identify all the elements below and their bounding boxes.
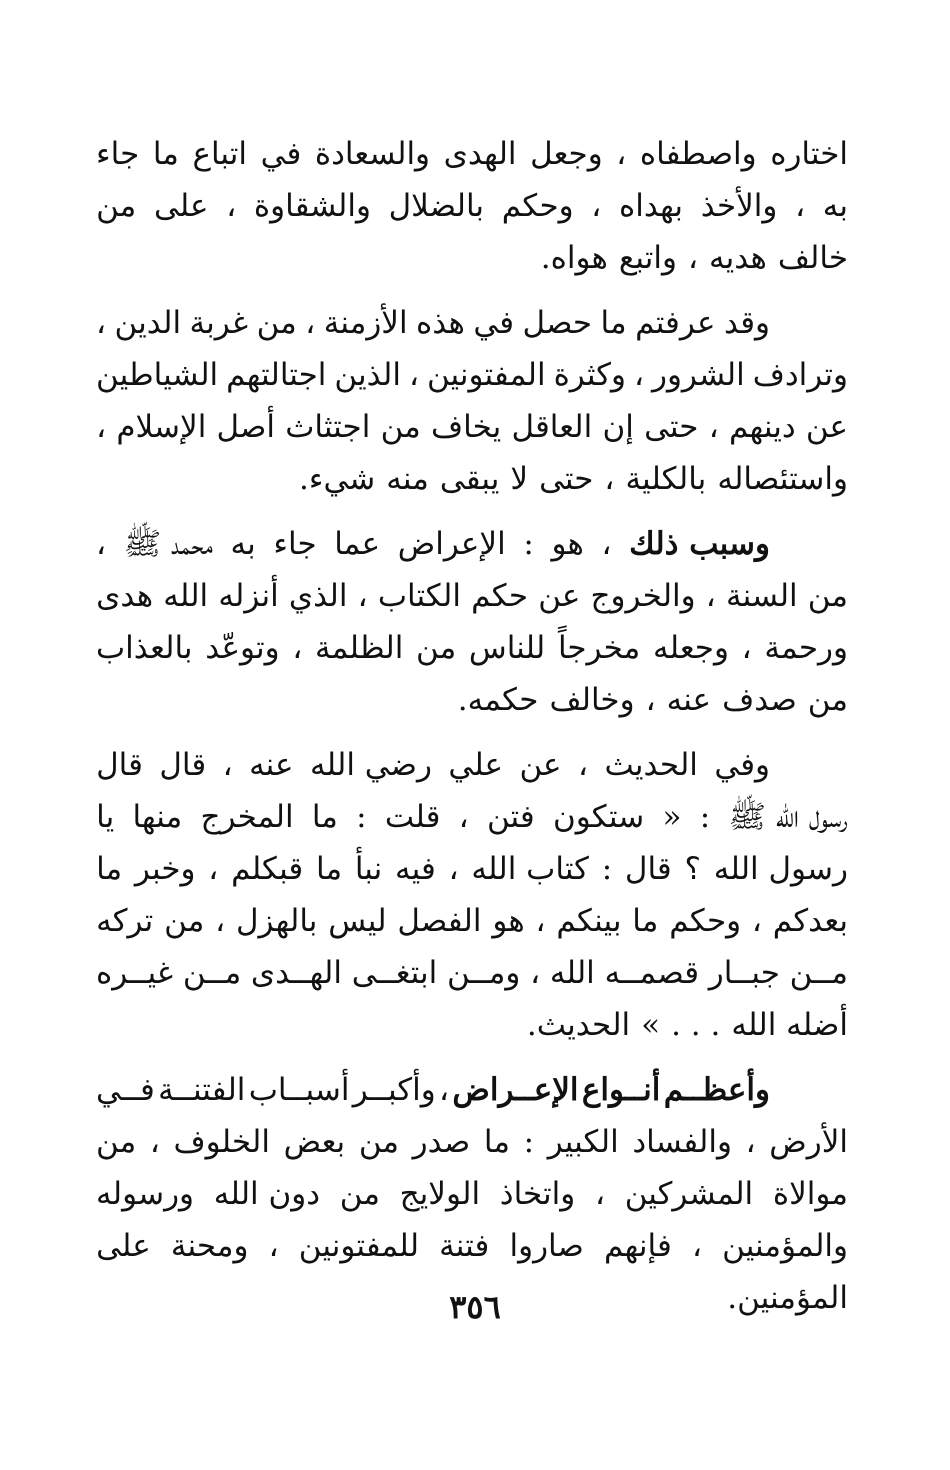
word: رضي الله: [310, 747, 432, 783]
word: هواه.: [540, 240, 608, 276]
word: :: [601, 851, 613, 887]
word: فــي: [96, 1072, 155, 1108]
word: وأعظــم: [663, 1072, 770, 1108]
word: ،: [458, 799, 469, 835]
word: عنه: [666, 682, 712, 718]
word: به: [230, 526, 256, 562]
word: الكتاب: [377, 578, 461, 614]
word: واتبع: [618, 240, 677, 276]
word: للناس: [468, 630, 546, 666]
word: العاقل: [511, 409, 593, 445]
word: صدف: [722, 682, 797, 718]
text-line: [96, 570, 848, 622]
word: اجتثاث: [285, 409, 371, 445]
text-line: [96, 1116, 848, 1168]
word: مــن: [789, 955, 848, 991]
word: ستكون: [553, 799, 645, 835]
word: غربة: [189, 305, 249, 341]
word: ،: [208, 851, 219, 887]
word: السنة: [725, 578, 798, 614]
text-line: [96, 349, 848, 401]
paragraph: [96, 518, 848, 726]
word: به: [822, 188, 848, 224]
text-line: [96, 232, 848, 284]
word: ،: [708, 409, 719, 445]
word: الخلوف: [173, 1124, 270, 1160]
word: ،: [96, 526, 107, 562]
word: حتى: [644, 409, 699, 445]
word: بهداه: [618, 188, 684, 224]
word: قال: [96, 747, 143, 783]
word: نبأ: [354, 851, 383, 887]
word: المخرج: [200, 799, 294, 835]
word: حتى: [539, 461, 594, 497]
word: بالهزل: [235, 903, 318, 939]
word: الأزمنة: [323, 305, 408, 341]
word: موالاة: [772, 1176, 848, 1212]
word: يخاف: [431, 409, 502, 445]
word: هديه: [708, 240, 767, 276]
word: ومــن: [447, 955, 521, 991]
word: من: [358, 1124, 400, 1160]
word: غيــره: [96, 955, 174, 991]
word: ،: [408, 357, 419, 393]
word: الإسلام: [116, 409, 207, 445]
paragraph: [96, 297, 848, 505]
word: من: [807, 682, 848, 718]
word: الإعــراض: [452, 1072, 579, 1108]
word: بعدكم: [772, 903, 848, 939]
word: من: [807, 578, 848, 614]
word: عن: [519, 747, 562, 783]
page-body: [96, 128, 848, 1337]
text-line: [96, 297, 848, 349]
word: هو: [492, 903, 525, 939]
word: ،: [149, 1124, 160, 1160]
word: من: [96, 188, 137, 224]
word: اختاره: [770, 136, 848, 172]
word: من: [416, 630, 457, 666]
word: قال: [624, 851, 672, 887]
word: ،: [226, 188, 237, 224]
word: ،: [439, 1072, 450, 1108]
text-line: [96, 1064, 848, 1116]
text-line: [96, 401, 848, 453]
word: قصمــه الله: [549, 955, 700, 991]
word: أسبــاب: [248, 1072, 350, 1108]
word: صدر: [412, 1124, 471, 1160]
word: ،: [357, 578, 368, 614]
word: وتوعّد: [205, 630, 280, 666]
word: ومحنة: [170, 1228, 249, 1264]
word: الله: [163, 578, 209, 614]
word: وترادف: [752, 357, 848, 393]
word: ،: [96, 409, 107, 445]
word: أنــواع: [581, 1072, 661, 1108]
text-line: [96, 999, 848, 1051]
word: من: [256, 305, 297, 341]
word: ،: [578, 747, 589, 783]
word: »: [641, 1007, 661, 1043]
word: ،: [645, 682, 656, 718]
word: للمفتونين: [298, 1228, 420, 1264]
word: ،: [601, 526, 612, 562]
text-line: [96, 895, 848, 947]
word: الهدى: [443, 136, 517, 172]
page-number: ٣٥٦: [449, 1288, 501, 1326]
word: :: [523, 526, 534, 562]
word: الأرض: [769, 1124, 848, 1160]
word: منه: [386, 461, 429, 497]
word: ،: [594, 1176, 605, 1212]
word: والخروج: [590, 578, 696, 614]
word: من: [380, 409, 421, 445]
text-line: [96, 128, 848, 180]
text-line: [96, 739, 848, 791]
word: جاء: [273, 526, 317, 562]
word: الإعراض: [397, 526, 506, 562]
paragraph: [96, 739, 848, 1051]
word: ما: [483, 1124, 510, 1160]
word: ،: [745, 1124, 756, 1160]
word: ،: [795, 188, 806, 224]
word: وقد: [723, 305, 770, 341]
word: أصل: [216, 409, 275, 445]
word: :: [699, 799, 711, 835]
word: ،: [96, 305, 107, 341]
word: إن: [602, 409, 634, 445]
word: قبكلم: [231, 851, 304, 887]
word: رسول الله: [713, 851, 848, 887]
word: ،: [633, 357, 644, 393]
word: والشقاوة: [253, 188, 371, 224]
word: ما: [632, 903, 659, 939]
word: ،: [751, 903, 762, 939]
text-line: [96, 674, 848, 726]
word: الحديث.: [526, 1007, 631, 1043]
text-line: [96, 791, 848, 843]
word: ما: [316, 851, 343, 887]
text-line: [96, 843, 848, 895]
word: ،: [616, 136, 627, 172]
word: الظلمة: [315, 630, 404, 666]
word: جبــار: [708, 955, 780, 991]
word: ،: [604, 461, 615, 497]
word: الهــدى: [250, 955, 342, 991]
word: «: [662, 799, 682, 835]
word: هو: [551, 526, 584, 562]
word: في: [260, 136, 302, 172]
word: رسول الله ﷺ: [728, 799, 848, 835]
word: :: [523, 1124, 535, 1160]
word: الحديث: [604, 747, 698, 783]
text-line: [96, 180, 848, 232]
word: وفي: [714, 747, 770, 783]
word: على: [153, 188, 209, 224]
word: فتنة: [439, 1228, 490, 1264]
word: ما: [96, 851, 123, 887]
word: الشرور: [651, 357, 745, 393]
word: شيء.: [299, 461, 376, 497]
word: وأكبــر: [352, 1072, 436, 1108]
word: ،: [691, 1228, 702, 1264]
word: عنه: [249, 747, 294, 783]
text-line: [96, 947, 848, 999]
word: والفساد: [632, 1124, 732, 1160]
word: هذه: [416, 305, 465, 341]
word: بالعذاب: [96, 630, 193, 666]
word: :: [356, 799, 367, 835]
text-line: [96, 622, 848, 674]
word: أنزله: [218, 578, 279, 614]
word: والأخذ: [700, 188, 778, 224]
word: وسبب ذلك: [629, 526, 770, 562]
word: جاء: [96, 136, 140, 172]
word: ابتغــى: [351, 955, 438, 991]
word: واصطفاه: [639, 136, 757, 172]
word: وكثرة: [553, 357, 626, 393]
word: الكبير: [547, 1124, 619, 1160]
word: حكم: [471, 578, 529, 614]
word: اتباع: [192, 136, 248, 172]
word: على: [96, 1228, 151, 1264]
word: ،: [268, 1228, 279, 1264]
word: وجعل: [530, 136, 603, 172]
word: والسعادة: [314, 136, 431, 172]
word: من: [339, 1176, 380, 1212]
word: ،: [687, 240, 698, 276]
word: كتاب الله: [471, 851, 589, 887]
word: فإنهم: [603, 1228, 672, 1264]
word: يبقى: [439, 461, 500, 497]
word: من: [96, 1124, 137, 1160]
word: دون الله: [213, 1176, 321, 1212]
word: الفصل: [397, 903, 482, 939]
word: عن: [538, 578, 581, 614]
word: علي: [448, 747, 503, 783]
text-line: [96, 453, 848, 505]
word: ليس: [328, 903, 387, 939]
word: ؟: [684, 851, 701, 887]
word: أضله الله: [731, 1007, 848, 1043]
word: خالف: [777, 240, 848, 276]
word: قال: [159, 747, 207, 783]
word: ورسوله: [96, 1176, 195, 1212]
word: المشركين: [624, 1176, 754, 1212]
word: تركه: [96, 903, 154, 939]
word: الشياطين: [96, 357, 219, 393]
word: والمؤمنين: [722, 1228, 848, 1264]
word: محمد ﷺ: [123, 526, 213, 562]
word: ما: [152, 136, 179, 172]
word: ،: [530, 955, 541, 991]
word: ،: [591, 188, 602, 224]
word: مخرجاً: [557, 630, 641, 666]
word: مــن: [182, 955, 242, 991]
word: وخبر: [134, 851, 196, 887]
word: ما: [311, 799, 338, 835]
word: الفتنــة: [158, 1072, 246, 1108]
word: من: [164, 903, 205, 939]
word: دينهم: [728, 409, 796, 445]
word: الذين: [334, 357, 401, 393]
word: اجتالتهم: [226, 357, 327, 393]
word: لا: [510, 461, 529, 497]
word: . . .: [671, 1007, 721, 1043]
word: الولايج: [399, 1176, 481, 1212]
word: الدين: [114, 305, 182, 341]
word: منها: [132, 799, 183, 835]
word: ،: [215, 903, 226, 939]
word: وجعله: [652, 630, 729, 666]
word: وخالف: [549, 682, 635, 718]
word: بعض: [283, 1124, 346, 1160]
word: ما: [600, 305, 627, 341]
word: واتخاذ: [499, 1176, 576, 1212]
word: وحكم: [669, 903, 742, 939]
word: واستئصاله: [717, 461, 848, 497]
word: حصل: [522, 305, 593, 341]
word: بالضلال: [388, 188, 485, 224]
word: المؤمنين.: [727, 1280, 848, 1316]
paragraph: [96, 128, 848, 284]
word: فتن: [486, 799, 535, 835]
word: عن: [805, 409, 848, 445]
word: ،: [741, 630, 752, 666]
word: ،: [535, 903, 546, 939]
word: قلت: [384, 799, 441, 835]
word: بالكلية: [625, 461, 707, 497]
word: يا: [96, 799, 115, 835]
word: فيه: [395, 851, 436, 887]
text-line: [96, 518, 848, 570]
word: ،: [448, 851, 459, 887]
word: ورحمة: [764, 630, 848, 666]
paragraph: [96, 1064, 848, 1324]
word: ،: [292, 630, 303, 666]
word: حكمه.: [457, 682, 539, 718]
word: صاروا: [509, 1228, 584, 1264]
word: بينكم: [556, 903, 622, 939]
word: الذي: [288, 578, 348, 614]
word: المفتونين: [426, 357, 546, 393]
word: هدى: [96, 578, 154, 614]
word: عما: [334, 526, 381, 562]
text-line: [96, 1220, 848, 1272]
word: ،: [305, 305, 316, 341]
word: ،: [222, 747, 233, 783]
word: عرفتم: [635, 305, 716, 341]
word: ،: [705, 578, 716, 614]
word: وحكم: [501, 188, 574, 224]
word: في: [473, 305, 515, 341]
text-line: [96, 1168, 848, 1220]
